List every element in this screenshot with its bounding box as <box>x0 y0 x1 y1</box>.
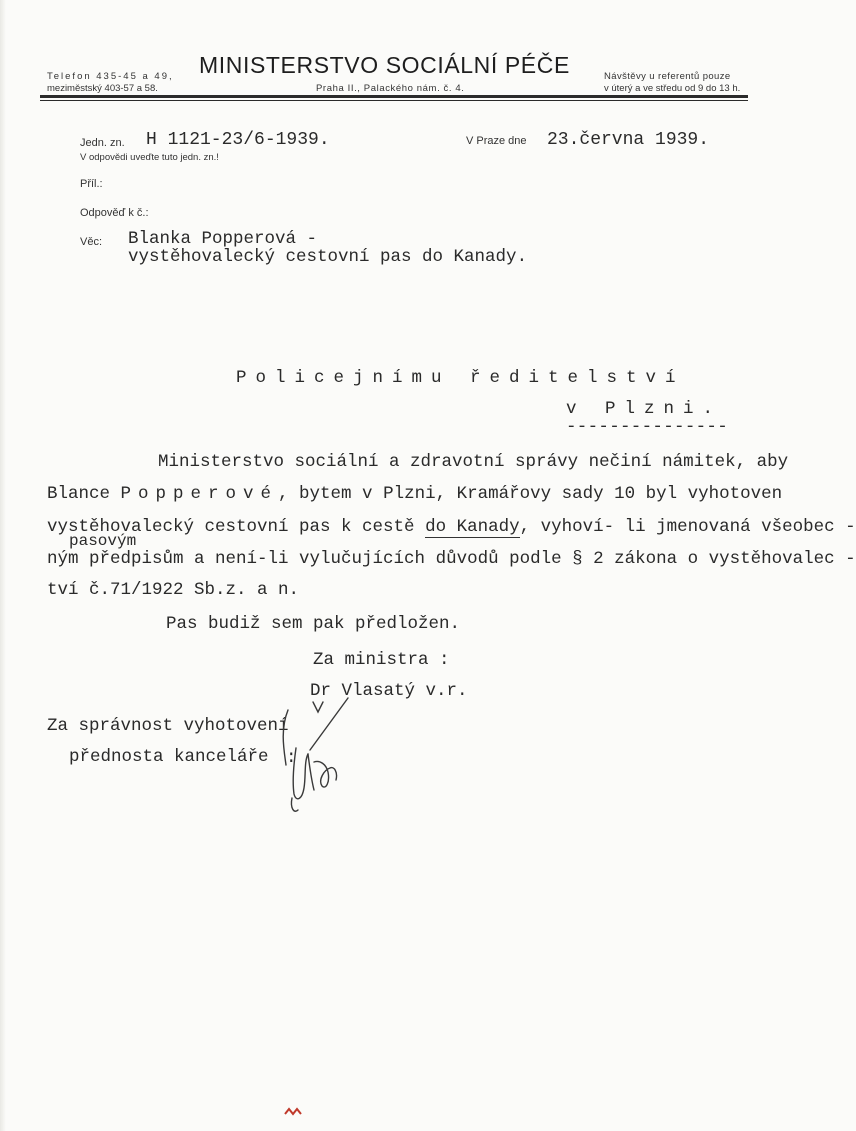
body-line-3 <box>47 517 856 537</box>
letterhead-address: Praha II., Palackého nám. č. 4. <box>316 83 465 94</box>
body-line-2-rest: , bytem v Plzni, Kramářovy sady 10 byl vyhotoven <box>278 484 783 504</box>
body-line-1: Ministerstvo sociální a zdravotní správy nečiní námitek, aby <box>158 452 789 472</box>
phone-line-2: meziměstský 403-57 a 58. <box>47 83 158 94</box>
red-stamp-mark <box>283 1107 305 1117</box>
reference-note: V odpovědi uveďte tuto jedn. zn.! <box>80 152 219 163</box>
paper-edge <box>0 0 6 1131</box>
body-line-5: tví č.71/1922 Sb.z. a n. <box>47 580 300 600</box>
handwritten-signature <box>270 690 365 820</box>
attachments-label: Příl.: <box>80 178 103 190</box>
recipient-underline: --------------- <box>566 417 729 437</box>
closing-for-minister: Za ministra : <box>313 650 450 670</box>
header-rule-thin <box>40 100 748 101</box>
signature-slash-stroke <box>310 698 348 750</box>
body-line-6: Pas budiž sem pak předložen. <box>166 614 461 634</box>
body-line-3-end: , vyhoví- li jmenovaná všeobec - <box>519 517 856 537</box>
body-insertion: pasovým <box>69 532 137 550</box>
recipient-line-2: v Plzni. <box>566 399 723 419</box>
reply-ref-label: Odpověď k č.: <box>80 207 149 219</box>
subject-line-2: vystěhovalecký cestovní pas do Kanady. <box>128 247 528 267</box>
body-line-3-start: vystěhovalecký cestovní pas k cestě <box>47 517 426 537</box>
visits-line-1: Návštěvy u referentů pouze <box>604 71 731 82</box>
date-value: 23.června 1939. <box>547 130 710 150</box>
certification-colon: : <box>286 748 297 768</box>
body-line-4: ným předpisům a není-li vylučujících důvodů podle § 2 zákona o vystěhovalec - <box>47 549 856 569</box>
body-addressee-given: Blance <box>47 484 111 504</box>
phone-line-1: Telefon 435-45 a 49, <box>47 71 174 82</box>
certification-line-1: Za správnost vyhotovení <box>47 716 289 736</box>
signature-check-stroke <box>313 702 323 712</box>
date-label: V Praze dne <box>466 135 527 147</box>
closing-signatory: Dr Vlasatý v.r. <box>310 681 468 701</box>
visits-line-2: v úterý a ve středu od 9 do 13 h. <box>604 83 741 94</box>
reference-label: Jedn. zn. <box>80 137 125 149</box>
subject-label: Věc: <box>80 236 103 248</box>
subject-line-1: Blanka Popperová - <box>128 229 318 249</box>
body-line-2 <box>47 484 782 504</box>
recipient-line-1: Policejnímu ředitelství <box>236 368 685 388</box>
reference-number: H 1121-23/6-1939. <box>146 130 330 150</box>
body-addressee-surname: Popperové <box>120 484 279 504</box>
body-destination: do Kanady <box>425 517 520 537</box>
certification-line-2: přednosta kanceláře <box>69 747 269 767</box>
letterhead-title: MINISTERSTVO SOCIÁLNÍ PÉČE <box>199 52 570 78</box>
header-rule-thick <box>40 95 748 98</box>
